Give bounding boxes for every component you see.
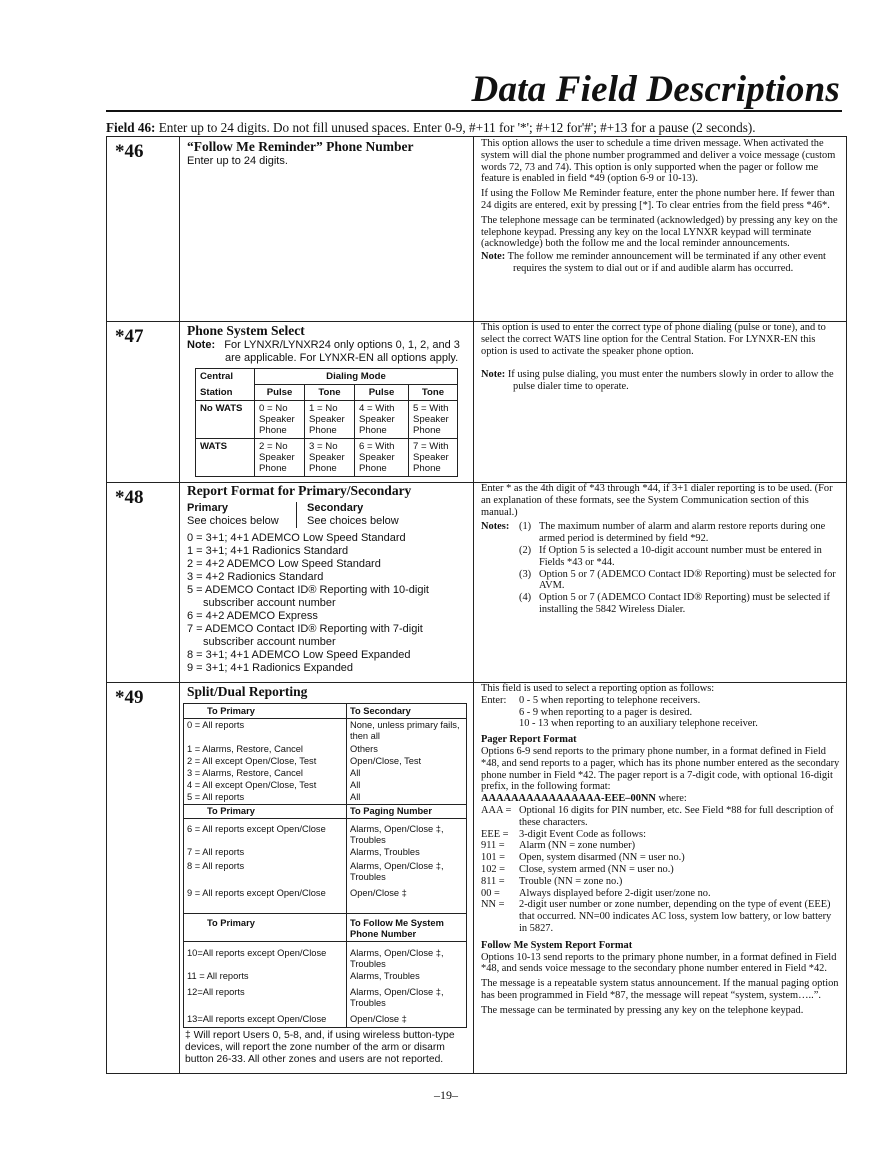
field-49-footnote: ‡ Will report Users 0, 5-8, and, if using wireless button-type devices, will report the zone number of the arm or disarm button 26-33. All other zones and users are not reported.	[185, 1030, 455, 1065]
note-label: Note:	[481, 369, 506, 381]
table-cell: Alarms, Open/Close ‡, Troubles	[350, 861, 444, 882]
table-divider	[184, 913, 466, 914]
table-cell: 4 = All except Open/Close, Test	[187, 780, 317, 790]
event-code-row	[481, 864, 841, 876]
table-divider	[184, 804, 466, 805]
table-cell: 7 = All reports	[187, 847, 245, 857]
table-cell: Others	[350, 744, 378, 754]
enter-option: 0 - 5 when reporting to telephone receivers.	[519, 694, 701, 706]
table-cell: Alarms, Open/Close ‡, Troubles	[350, 824, 444, 845]
event-code-row	[481, 888, 841, 900]
field-48-notes	[481, 483, 841, 616]
field-46-intro	[106, 120, 756, 136]
field-48-note-1	[481, 521, 841, 545]
field-46-p3: The telephone message can be terminated (acknowledged) by pressing any key on the telephone keypad. Pressing any key on the local LYNXR keypad will terminate (acknowledge) both the follow me and the local reminder announcements.	[481, 214, 838, 250]
station-header: Station	[196, 385, 255, 401]
event-code-key: AAA =	[481, 804, 512, 816]
table-divider	[184, 941, 466, 942]
header-to-secondary: To Secondary	[350, 706, 411, 716]
field-46-p2: If using the Follow Me Reminder feature, enter the phone number here. If fewer than 24 digits are entered, exit by pressing [*]. To clear entries from the field press *46*.	[481, 188, 835, 211]
table-cell: 11 = All reports	[187, 971, 249, 981]
format-option: 2 = 4+2 ADEMCO Low Speed Standard	[187, 558, 381, 570]
intro-field-label: Field 46:	[106, 120, 156, 135]
event-code-row	[481, 805, 841, 829]
format-option: 0 = 3+1; 4+1 ADEMCO Low Speed Standard	[187, 532, 406, 544]
col-divider-1	[179, 137, 180, 1073]
field-49-desc	[187, 684, 473, 700]
field-46-number: *46	[115, 141, 144, 162]
table-cell: 0 = All reports	[187, 720, 245, 730]
note-key: (4)	[519, 592, 532, 604]
table-divider	[184, 718, 466, 719]
note-text: If using pulse dialing, you must enter the numbers slowly in order to allow the pulse dialer time to operate.	[507, 369, 834, 393]
table-cell: Alarms, Troubles	[350, 847, 420, 857]
note-text: Option 5 or 7 (ADEMCO Contact ID® Reporting) must be selected for AVM.	[539, 568, 836, 592]
field-48-note-2	[481, 545, 841, 569]
event-code-row	[481, 829, 841, 841]
field-49-title: Split/Dual Reporting	[187, 684, 308, 699]
event-code-key: 811 =	[481, 875, 505, 887]
format-options	[187, 532, 473, 675]
follow-me-text-3: The message can be terminated by pressing any key on the telephone keypad.	[481, 1004, 804, 1016]
field-48-note-3	[481, 569, 841, 593]
table-cell: All	[350, 792, 361, 802]
field-46-desc	[187, 139, 473, 168]
note-key: (3)	[519, 568, 532, 580]
table-cell: Alarms, Troubles	[350, 971, 420, 981]
pager-report-text: Options 6-9 send reports to the primary phone number, in a format defined in Field *48, and send reports to a pager, which has its phone number entered as the secondary phone number in Field *42. The pager report is a 7-digit code, with optional 16-digit prefix, in the following format:	[481, 745, 840, 793]
field-49-notes	[481, 683, 841, 1020]
event-code-row	[481, 876, 841, 888]
option-cell: 5 = With Speaker Phone	[409, 401, 458, 439]
field-47-desc	[187, 323, 473, 365]
table-cell: 3 = Alarms, Restore, Cancel	[187, 768, 304, 778]
table-cell: 8 = All reports	[187, 861, 245, 871]
field-47-note	[187, 339, 473, 365]
event-code-key: 102 =	[481, 863, 506, 875]
pager-code: AAAAAAAAAAAAAAAA-EEE–00NN	[481, 793, 656, 805]
page-title: Data Field Descriptions	[471, 69, 840, 110]
option-cell: 4 = With Speaker Phone	[355, 401, 409, 439]
option-cell: 2 = No Speaker Phone	[255, 439, 305, 477]
header-to-paging: To Paging Number	[350, 806, 432, 816]
option-cell: 1 = No Speaker Phone	[305, 401, 355, 439]
header-to-primary: To Primary	[207, 806, 255, 816]
enter-options	[481, 695, 841, 730]
option-cell: 7 = With Speaker Phone	[409, 439, 458, 477]
note-key: (2)	[519, 544, 532, 556]
field-46-sub: Enter up to 24 digits.	[187, 155, 288, 167]
event-code-desc: Close, system armed (NN = user no.)	[519, 863, 674, 875]
event-code-key: NN =	[481, 899, 505, 911]
enter-label: Enter:	[481, 694, 507, 706]
field-47-title: Phone System Select	[187, 323, 305, 338]
field-46-notes	[481, 138, 841, 275]
pulse-header: Pulse	[255, 385, 305, 401]
format-option: 9 = 3+1; 4+1 Radionics Expanded	[187, 662, 354, 674]
event-code-row	[481, 840, 841, 852]
event-code-list	[481, 805, 841, 935]
table-cell: 10=All reports except Open/Close	[187, 948, 327, 958]
primary-label: Primary	[187, 502, 228, 514]
field-46-p1: This option allows the user to schedule a time driven message. When activated the system will dial the phone number programmed and deliver a voice message (custom words 72, 73 and 74). This option is only supported when the pager or follow me feature is enabled in field *49 (option 6-9 or 10-13).	[481, 138, 836, 185]
option-cell: 6 = With Speaker Phone	[355, 439, 409, 477]
format-option: 3 = 4+2 Radionics Standard	[187, 571, 324, 583]
col-divider-2	[473, 137, 474, 1073]
event-code-key: 911 =	[481, 840, 505, 852]
table-cell: All	[350, 780, 361, 790]
format-option: 6 = 4+2 ADEMCO Express	[187, 610, 318, 622]
format-option: 8 = 3+1; 4+1 ADEMCO Low Speed Expanded	[187, 649, 411, 661]
event-code-key: 101 =	[481, 852, 506, 864]
tone-header-2: Tone	[409, 385, 458, 401]
table-cell: Alarms, Open/Close ‡, Troubles	[350, 948, 444, 969]
format-option: 1 = 3+1; 4+1 Radionics Standard	[187, 545, 349, 557]
field-48-number: *48	[115, 487, 144, 508]
field-48-title: Report Format for Primary/Secondary	[187, 483, 412, 498]
dialing-mode-table	[195, 368, 458, 477]
table-cell: Open/Close ‡	[350, 888, 407, 898]
table-cell: 9 = All reports except Open/Close	[187, 888, 326, 898]
note-text: The maximum number of alarm and alarm restore reports during one armed period is determined by field *92.	[539, 521, 826, 545]
pulse-header-2: Pulse	[355, 385, 409, 401]
note-label: Note:	[187, 339, 216, 351]
event-code-desc: 3-digit Event Code as follows:	[519, 828, 646, 840]
field-46-note	[481, 251, 841, 275]
secondary-sub: See choices below	[307, 515, 399, 527]
event-code-desc: 2-digit user number or zone number, depending on the type of event (EEE) that occurred. NN=00 indicates AC loss, system low battery, or low battery in 5827.	[519, 899, 832, 934]
field-48-desc	[187, 483, 473, 675]
event-code-row	[481, 899, 841, 934]
field-47-notes	[481, 322, 841, 393]
field-49-number: *49	[115, 687, 144, 708]
field-49-p1: This field is used to select a reporting option as follows:	[481, 683, 715, 694]
notes-label: Notes:	[481, 521, 510, 533]
intro-text: Enter up to 24 digits. Do not fill unused spaces. Enter 0-9, #+11 for '*'; #+12 for'#'; #+13 for a pause (2 seconds).	[155, 120, 756, 135]
option-cell: 3 = No Speaker Phone	[305, 439, 355, 477]
follow-me-text-2: The message is a repeatable system status announcement. If the manual paging option has been programmed in Field *87, the message will repeat “system, system…..”.	[481, 978, 839, 1001]
event-code-desc: Trouble (NN = zone no.)	[519, 875, 623, 887]
pager-report-heading: Pager Report Format	[481, 734, 577, 746]
table-divider	[184, 818, 466, 819]
table-cell: 5 = All reports	[187, 792, 245, 802]
field-46-title: “Follow Me Reminder” Phone Number	[187, 139, 414, 154]
table-cell: None, unless primary fails, then all	[350, 720, 460, 741]
table-cell: 2 = All except Open/Close, Test	[187, 756, 317, 766]
pager-code-where: where:	[655, 793, 687, 805]
split-reporting-table	[183, 703, 467, 1028]
secondary-label: Secondary	[307, 502, 364, 514]
format-option: 7 = ADEMCO Contact ID® Reporting with 7-digit subscriber account number	[187, 623, 423, 648]
header-to-primary: To Primary	[207, 918, 255, 928]
tone-header: Tone	[305, 385, 355, 401]
title-rule	[106, 110, 842, 112]
page-number: –19–	[434, 1088, 458, 1102]
primary-secondary	[187, 502, 473, 528]
field-47-number: *47	[115, 326, 144, 347]
field-47-note2	[481, 369, 841, 393]
field-47-p1: This option is used to enter the correct type of phone dialing (pulse or tone), and to select the correct WATS line option for the Central Station. For LYNXR-EN this option is used to activate the speaker phone option.	[481, 322, 826, 357]
table-cell: Open/Close, Test	[350, 756, 422, 766]
note-key: (1)	[519, 521, 532, 533]
pager-code-line	[481, 793, 841, 805]
note-text: If Option 5 is selected a 10-digit account number must be entered in Fields *43 or *44.	[539, 544, 822, 568]
table-cell: 13=All reports except Open/Close	[187, 1014, 327, 1024]
header-to-follow-me: To Follow Me System Phone Number	[350, 918, 444, 939]
event-code-key: EEE =	[481, 828, 509, 840]
wats-label: WATS	[196, 439, 255, 477]
nowats-label: No WATS	[196, 401, 255, 439]
table-col-divider	[346, 704, 347, 1027]
event-code-key: 00 =	[481, 887, 500, 899]
follow-me-heading: Follow Me System Report Format	[481, 939, 633, 951]
table-cell: Open/Close ‡	[350, 1014, 407, 1024]
follow-me-text: Options 10-13 send reports to the primary phone number, in a format defined in Field *48, and sends voice message to the secondary phone number entered in Field *42.	[481, 951, 837, 975]
field-48-p1: Enter * as the 4th digit of *43 through *44, if 3+1 dialer reporting is to be used. (For an explanation of these formats, see the System Communication section of this manual.)	[481, 483, 833, 518]
format-option: 5 = ADEMCO Contact ID® Reporting with 10-digit subscriber account number	[187, 584, 429, 609]
enter-option: 10 - 13 when reporting to an auxiliary telephone receiver.	[519, 718, 758, 730]
dialing-mode-header: Dialing Mode	[255, 369, 458, 385]
table-cell: 6 = All reports except Open/Close	[187, 824, 326, 834]
primary-sub: See choices below	[187, 515, 279, 527]
note-text: Option 5 or 7 (ADEMCO Contact ID® Reporting) must be selected if installing the 5842 Wireless Dialer.	[539, 592, 830, 615]
option-cell: 0 = No Speaker Phone	[255, 401, 305, 439]
event-code-desc: Optional 16 digits for PIN number, etc. See Field *88 for full description of these characters.	[519, 804, 834, 828]
note-text: For LYNXR/LYNXR24 only options 0, 1, 2, and 3 are applicable. For LYNXR-EN all options apply.	[224, 339, 460, 364]
table-cell: Alarms, Open/Close ‡, Troubles	[350, 987, 444, 1008]
enter-option: 6 - 9 when reporting to a pager is desired.	[519, 706, 693, 718]
central-header: Central	[196, 369, 255, 385]
event-code-desc: Alarm (NN = zone number)	[519, 840, 636, 852]
event-code-row	[481, 852, 841, 864]
table-cell: All	[350, 768, 361, 778]
header-to-primary: To Primary	[207, 706, 255, 716]
note-text: The follow me reminder announcement will be terminated if any other event requires the system to dial out or if and audible alarm has occurred.	[507, 251, 826, 274]
field-table	[106, 136, 847, 1074]
table-cell: 1 = Alarms, Restore, Cancel	[187, 744, 304, 754]
note-label: Note:	[481, 251, 506, 263]
event-code-desc: Open, system disarmed (NN = user no.)	[519, 852, 685, 864]
event-code-desc: Always displayed before 2-digit user/zone no.	[519, 887, 711, 899]
table-cell: 12=All reports	[187, 987, 245, 997]
field-48-note-4	[481, 592, 841, 616]
